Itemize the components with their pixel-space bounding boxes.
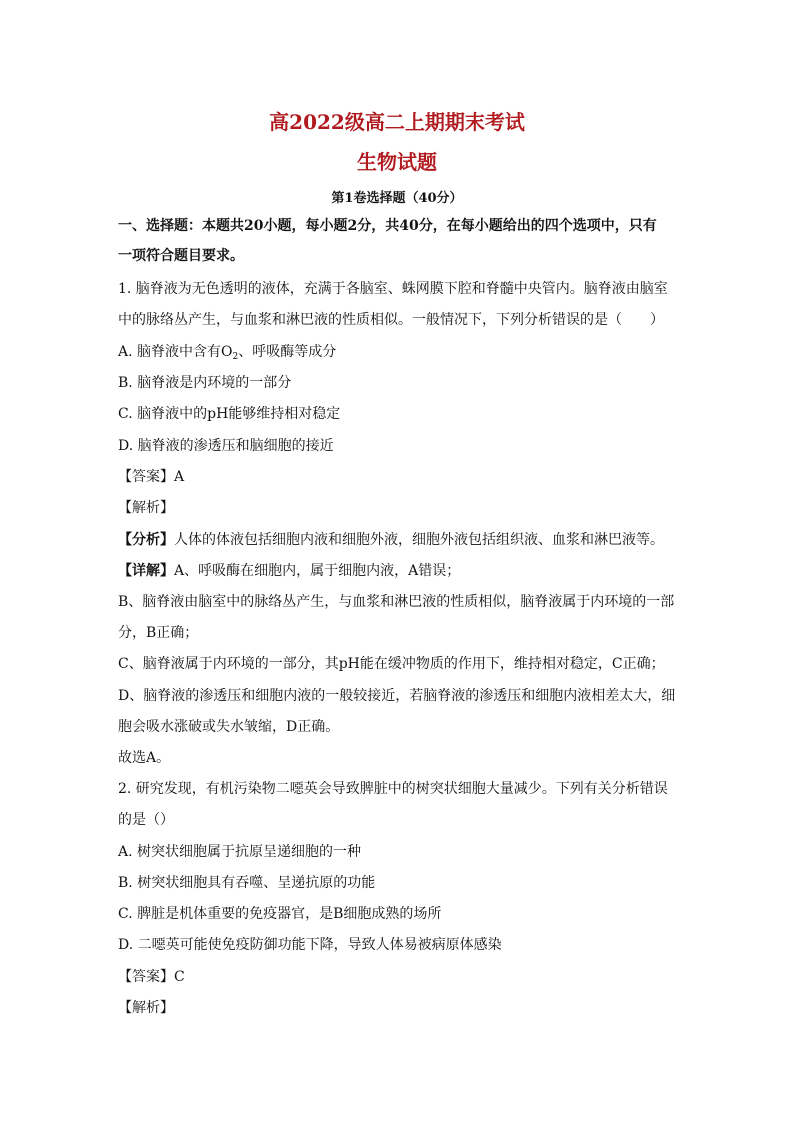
q1-explanation-c: C、脑脊液属于内环境的一部分，其pH能在缓冲物质的作用下，维持相对稳定，C正确； [118,656,665,672]
q1-option-a-pre: A. 脑脊液中含有O [118,344,233,360]
q1-option-c: C. 脑脊液中的pH能够维持相对稳定 [118,406,341,422]
q1-answer: 【答案】A [118,469,185,485]
q1-explanation-b-line-1: B、脑脊液由脑室中的脉络丛产生，与血浆和淋巴液的性质相似，脑脊液属于内环境的一部 [118,594,675,610]
q1-conclusion: 故选A。 [118,750,171,766]
q2-answer: 【答案】C [118,969,185,985]
q1-xiangjie [118,561,678,581]
q1-explanation-b-line-2: 分，B正确； [118,625,199,641]
q1-explanation-d-line-2: 胞会吸水涨破或失水皱缩，D正确。 [118,719,340,735]
q1-explanation-d-line-1: D、脑脊液的渗透压和细胞内液的一般较接近，若脑脊液的渗透压和细胞内液相差太大，细 [118,688,676,704]
q1-xiangjie-text: A、呼吸酶在细胞内，属于细胞内液，A错误； [174,563,461,579]
instructions-line-2: 一项符合题目要求。 [118,248,244,264]
q1-option-d: D. 脑脊液的渗透压和脑细胞的接近 [118,438,334,454]
q2-analysis-label: 【解析】 [118,1000,174,1016]
q1-analysis-label: 【解析】 [118,500,174,516]
q1-option-b: B. 脑脊液是内环境的一部分 [118,375,292,391]
q2-option-c: C. 脾脏是机体重要的免疫器官，是B细胞成熟的场所 [118,906,442,922]
q1-fenxi [118,530,678,550]
q1-option-a-post: 、呼吸酶等成分 [238,344,337,360]
exam-title: 高2022级高二上期期末考试 [269,110,525,134]
q1-option-a-subscript: 2 [232,352,239,362]
q1-stem-line-1: 1. 脑脊液为无色透明的液体，充满于各脑室、蛛网膜下腔和脊髓中央管内。脑脊液由脑室 [118,281,668,297]
instructions-line-1: 一、选择题：本题共20小题，每小题2分，共40分，在每小题给出的四个选项中，只有 [118,218,657,234]
exam-subject: 生物试题 [357,150,437,174]
q2-option-b: B. 树突状细胞具有吞噬、呈递抗原的功能 [118,875,376,891]
q1-xiangjie-label: 【详解】 [118,563,174,579]
q2-option-a: A. 树突状细胞属于抗原呈递细胞的一种 [118,844,362,860]
q1-fenxi-text: 人体的体液包括细胞内液和细胞外液，细胞外液包括组织液、血浆和淋巴液等。 [174,532,664,548]
q2-option-d: D. 二噁英可能使免疫防御功能下降，导致人体易被病原体感染 [118,937,502,953]
q2-stem-line-2: 的是（） [118,812,174,828]
q1-option-a [118,342,678,367]
section-heading: 第1卷选择题（40分） [331,191,463,206]
q1-stem-line-2: 中的脉络丛产生，与血浆和淋巴液的性质相似。一般情况下，下列分析错误的是（ ） [118,312,664,328]
q2-stem-line-1: 2. 研究发现，有机污染物二噁英会导致脾脏中的树突状细胞大量减少。下列有关分析错误 [118,781,668,797]
q1-fenxi-label: 【分析】 [118,532,174,548]
